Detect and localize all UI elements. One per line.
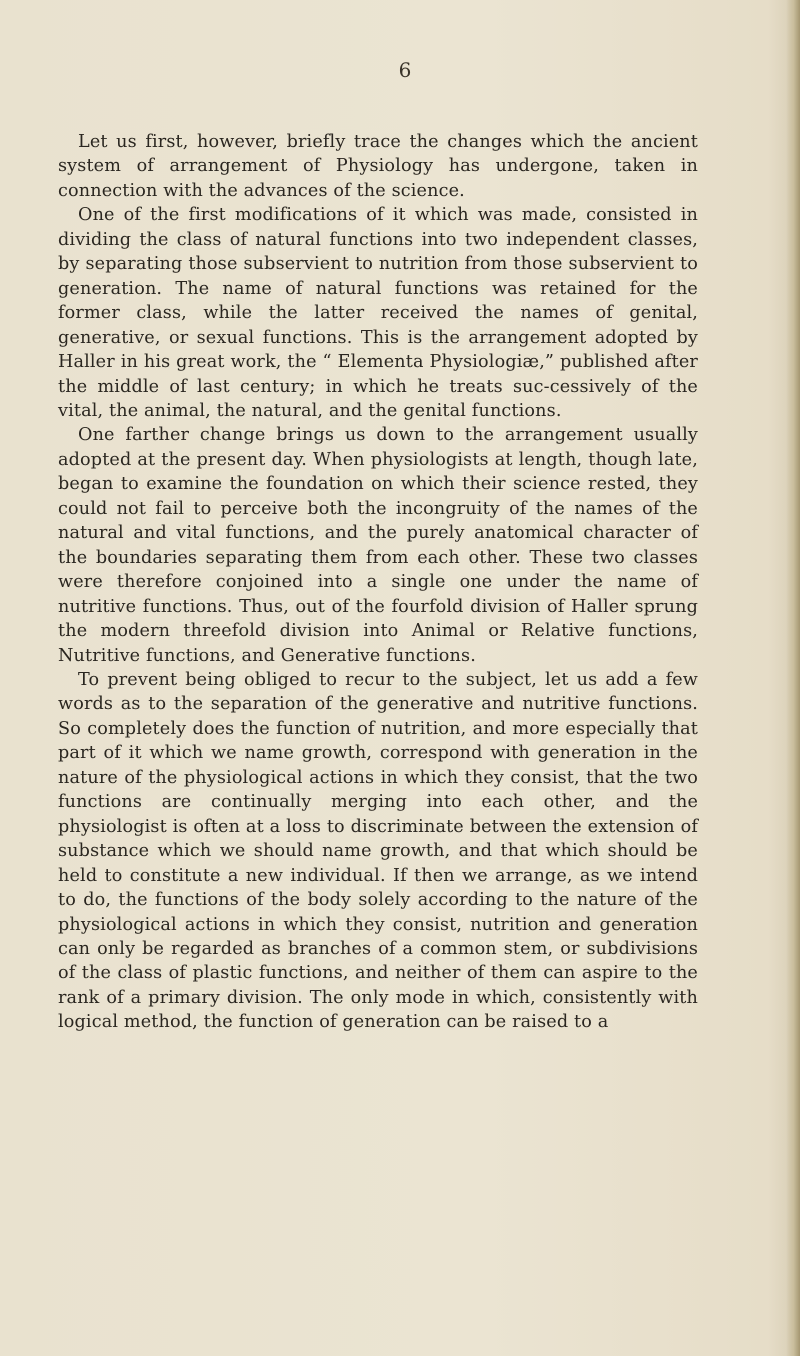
paragraph-4: To prevent being obliged to recur to the subject, let us add a few words as to the separation of the generative and nutritive functions. So completely does the function of nutrition, and more especially that part of it which we name growth, correspond with generation in the nature of the physiological actions in which they consist, that the two functions are continually merging into each other, and the physiologist is often at a loss to discriminate between the extension of substance which we should name growth, and that which should be held to constitute a new individual. If then we arrange, as we intend to do, the functions of the body solely according to the nature of the physiological actions in which they consist, nutrition and generation can only be regarded as branches of a common stem, or subdivisions of the class of plastic functions, and neither of them can aspire to the rank of a primary division. The only mode in which, consistently with logical method, the function of generation can be raised to a	[58, 669, 698, 1033]
paragraph-1: Let us first, however, briefly trace the changes which the ancient system of arrangement of Physiology has undergone, taken in connection with the advances of the science.	[58, 132, 698, 201]
paragraph-3: One farther change brings us down to the arrangement usually adopted at the present day. When physiologists at length, though late, began to examine the foundation on which their science rested, they could not fail to perceive both the incongruity of the names of the natural and vital functions, and the purely anatomical character of the boundaries separating them from each other. These two classes were therefore conjoined into a single one under the name of nutritive functions. Thus, out of the fourfold division of Haller sprung the modern threefold division into Animal or Relative functions, Nutritive functions, and Generative functions.	[58, 425, 698, 666]
page-number: 6	[398, 58, 412, 82]
body-text	[58, 130, 698, 1035]
paragraph-2: One of the first modifications of it which was made, consisted in dividing the class of natural functions into two independent classes, by separating those subservient to nutrition from those subservient to generation. The name of natural functions was retained for the former class, while the latter received the names of genital, generative, or sexual functions. This is the arrangement adopted by Haller in his great work, the “ Elementa Physiologiæ,” published after the middle of last century; in which he treats suc-cessively of the vital, the animal, the natural, and the genital functions.	[58, 205, 698, 421]
page-edge-shadow	[786, 0, 800, 1356]
